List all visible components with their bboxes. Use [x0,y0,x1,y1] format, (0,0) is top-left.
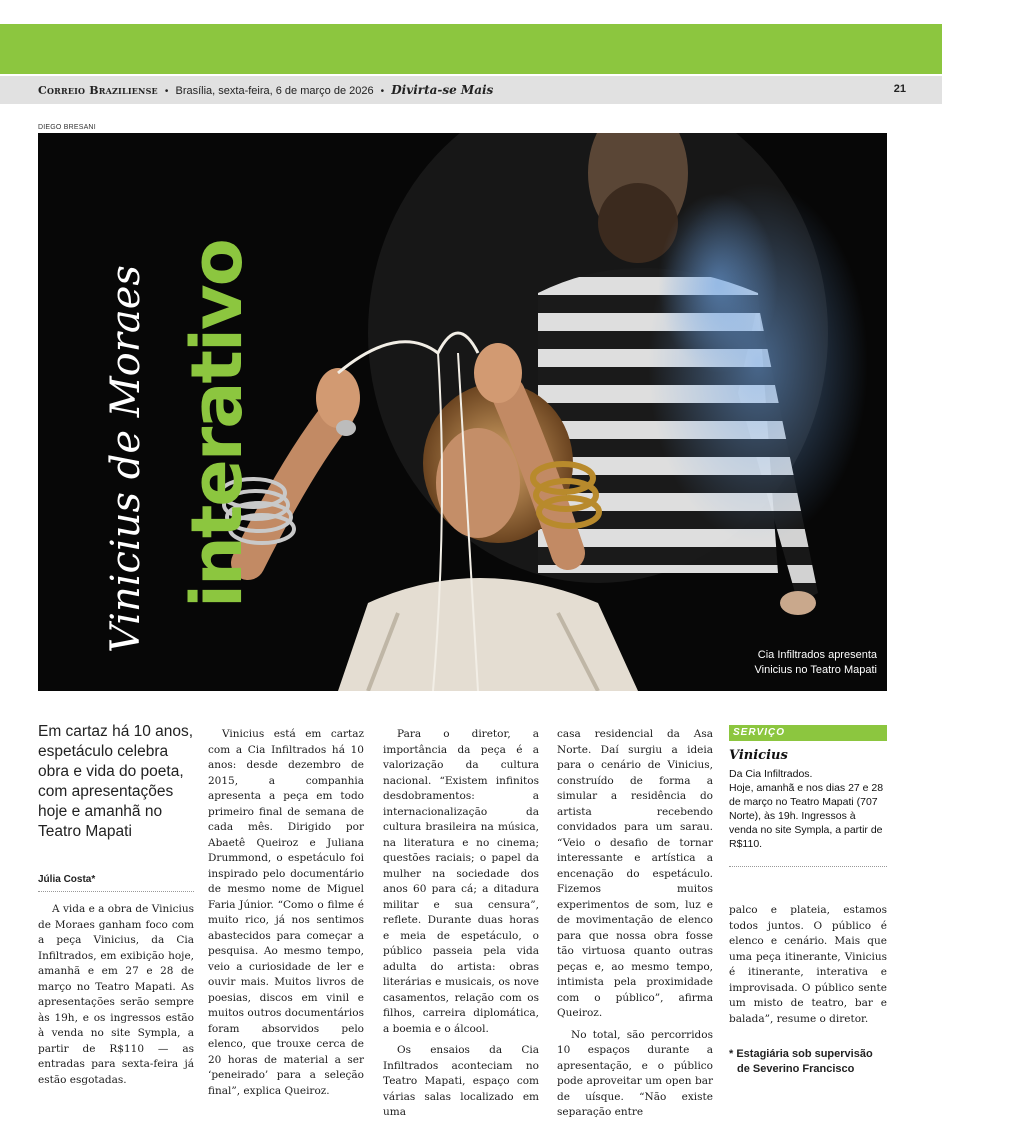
article-column-1 [38,902,194,1088]
article-column-3 [383,727,539,1121]
service-line: Da Cia Infiltrados. [729,768,813,780]
headline-main: interativo [176,240,258,608]
header-left [38,83,493,97]
footnote [729,1047,889,1077]
lead-photo [38,133,887,691]
top-color-bar [0,24,942,74]
byline-rule [38,891,194,892]
service-rule [729,866,887,867]
section-name: Divirta-se Mais [391,83,494,97]
paragraph: No total, são percorridos 10 espaços durante a apresentação, e o público pode aproveitar um open bar de uísque. “Não existe separação entre [557,1028,713,1118]
service-box-title: Vinicius [729,748,788,763]
article-column-2 [208,727,364,1099]
article-column-5: palco e plateia, estamos todos juntos. O público é elenco e cenário. Mais que uma peça itinerante, Vinicius é itinerante, interativa e improvisada. O público sente um misto de teatro, bar e balada”, resume o diretor. [729,904,887,1025]
headline-block [38,133,258,691]
headline-subject: Vinicius de Moraes [103,265,149,653]
header-separator: • [164,86,169,97]
service-box-label: SERVIÇO [729,725,887,741]
paragraph: Vinicius está em cartaz com a Cia Infiltrados há 10 anos: desde dezembro de 2015, a companhia apresenta a peça em todo primeiro final de semana de cada mês. Dirigido por Abaetê Queiroz e Juliana Drummond, o espetáculo foi inspirado pelo documentário de mesmo nome de Miguel Faria Júnior. “Como o filme é muito rico, já nos sentimos abastecidos para começar a pesquisa. Ao mesmo tempo, veio a curiosidade de ler e ouvir mais. Muitos livros de poesias, discos em vinil e muitos outros documentários foram absorvidos pelo elenco, que trouxe cerca de 20 horas de material a ser ‘peneirado’ para a seleção final”, explica Queiroz. [208,728,364,1097]
paragraph: casa residencial da Asa Norte. Daí surgiu a ideia para o cenário de Vinicius, construído de forma a simular a residência do artista recebendo convidados para um sarau. “Veio o desafio de tornar interessante e artística a encenação do espetáculo. Fizemos muitos experimentos de som, luz e de movimentação de elenco para que nossa obra fosse tão virtuosa quanto outras peças e, ao mesmo tempo, intimista pela proximidade com o público”, afirma Queiroz. [557,728,713,1019]
byline: Júlia Costa* [38,874,96,885]
caption-line: Vinicius no Teatro Mapati [754,664,877,676]
paragraph: A vida e a obra de Vinicius de Moraes ganham foco com a peça Vinicius, da Cia Infiltrados, em exibição hoje, amanhã e em 27 e 28 de março no Teatro Mapati. As apresentações serão sempre às 19h, e os ingressos estão à venda no site Sympla, a partir de R$110 — as entradas para sexta-feira já estão esgotadas. [38,903,194,1086]
photo-credit: DIEGO BRESANI [38,124,96,131]
service-box-body [729,767,887,851]
caption-line: Cia Infiltrados apresenta [757,649,877,661]
paragraph: Para o diretor, a importância da peça é a valorização da cultura nacional. “Existem infinitos desdobramentos: a internacionalização da cultura brasileira na música, na literatura e no cinema; questões raciais; o papel da mulher na sociedade dos anos 60 para cá; a ditadura militar e sua censura”, reflete. Durante duas horas e meia de espetáculo, o público passeia pela vida adulta do artista: obras literárias e musicais, os nove casamentos, relação com os filhos, carreira diplomática, a boemia e o álcool. [383,728,539,1035]
paragraph: Os ensaios da Cia Infiltrados aconteciam no Teatro Mapati, espaço com várias salas localizado em uma [383,1044,539,1118]
page-number: 21 [893,83,906,95]
page-header [0,76,942,104]
footnote-line: * Estagiária sob supervisão [729,1048,873,1060]
footnote-line: de Severino Francisco [737,1063,855,1075]
service-line: Hoje, amanhã e nos dias 27 e 28 de março no Teatro Mapati (707 Norte), às 19h. Ingressos à venda no site Sympla, a partir de R$110. [729,782,884,850]
newspaper-logo: Correio Braziliense [38,84,158,97]
article-dek: Em cartaz há 10 anos, espetáculo celebra obra e vida do poeta, com apresentações hoje e amanhã no Teatro Mapati [38,723,194,840]
article-column-4 [557,727,713,1121]
photo-caption [755,648,878,678]
header-dateline: Brasília, sexta-feira, 6 de março de 2026 [175,85,374,97]
header-separator: • [380,86,385,97]
